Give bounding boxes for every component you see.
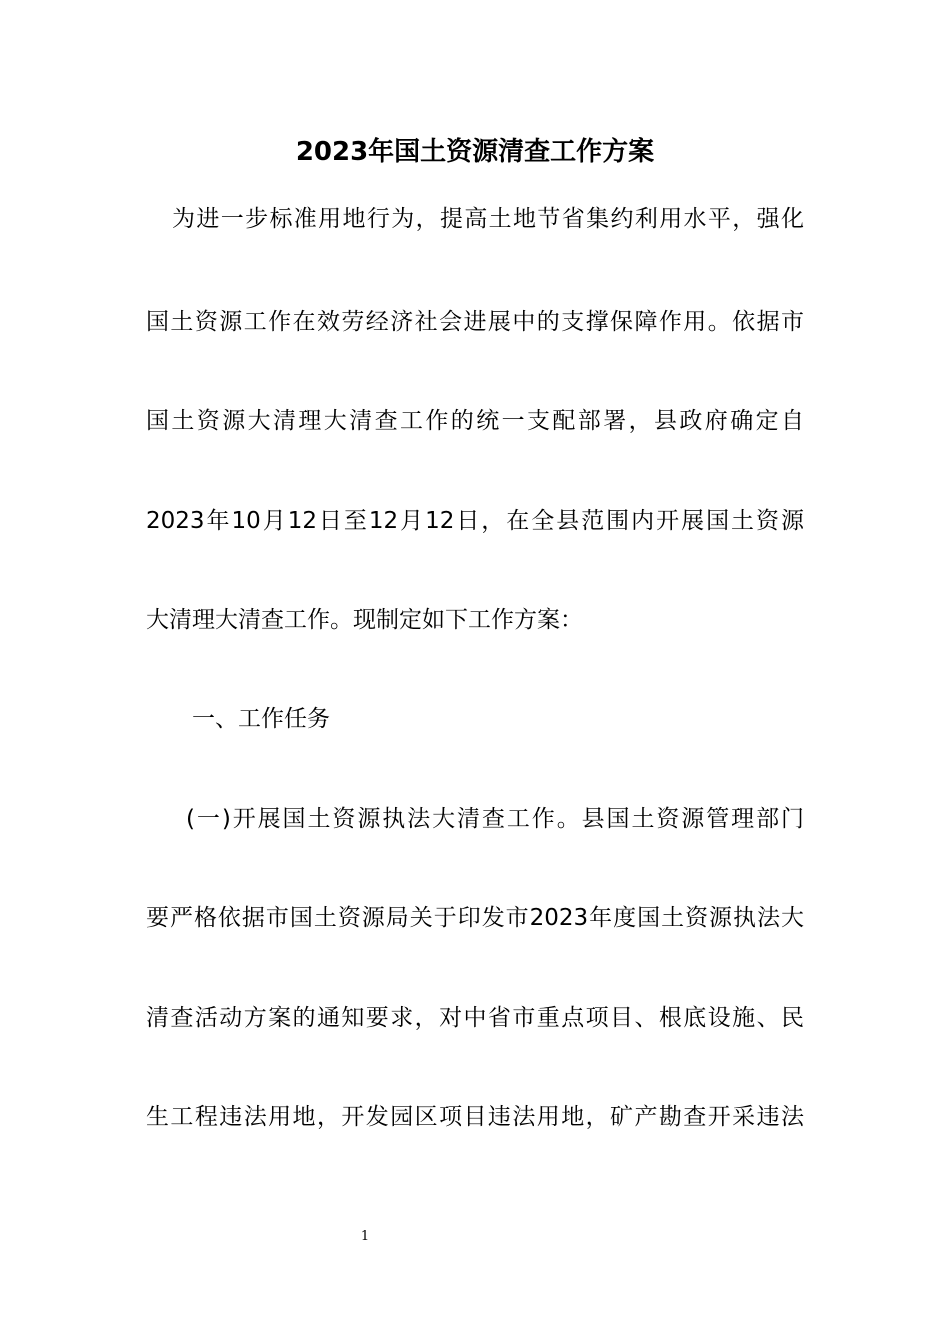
document-title: 2023年国土资源清查工作方案: [295, 137, 655, 167]
page-number: 1: [360, 1229, 370, 1244]
paragraph-line: 大清理大清查工作。现制定如下工作方案：: [146, 607, 583, 633]
section-heading: 一、工作任务: [192, 706, 330, 732]
paragraph-line: 2023年10月12日至12月12日，在全县范围内开展国土资源: [146, 508, 804, 534]
paragraph-line: 国土资源大清理大清查工作的统一支配部署，县政府确定自: [146, 408, 804, 434]
paragraph-line: 清查活动方案的通知要求，对中省市重点项目、根底设施、民: [146, 1005, 804, 1031]
paragraph-line: (一)开展国土资源执法大清查工作。县国土资源管理部门: [186, 806, 804, 832]
paragraph-line: 要严格依据市国土资源局关于印发市2023年度国土资源执法大: [146, 905, 804, 931]
paragraph-line: 为进一步标准用地行为，提高土地节省集约利用水平，强化: [172, 206, 804, 232]
paragraph-line: 生工程违法用地，开发园区项目违法用地，矿产勘查开采违法: [146, 1104, 804, 1130]
paragraph-line: 国土资源工作在效劳经济社会进展中的支撑保障作用。依据市: [146, 309, 804, 335]
